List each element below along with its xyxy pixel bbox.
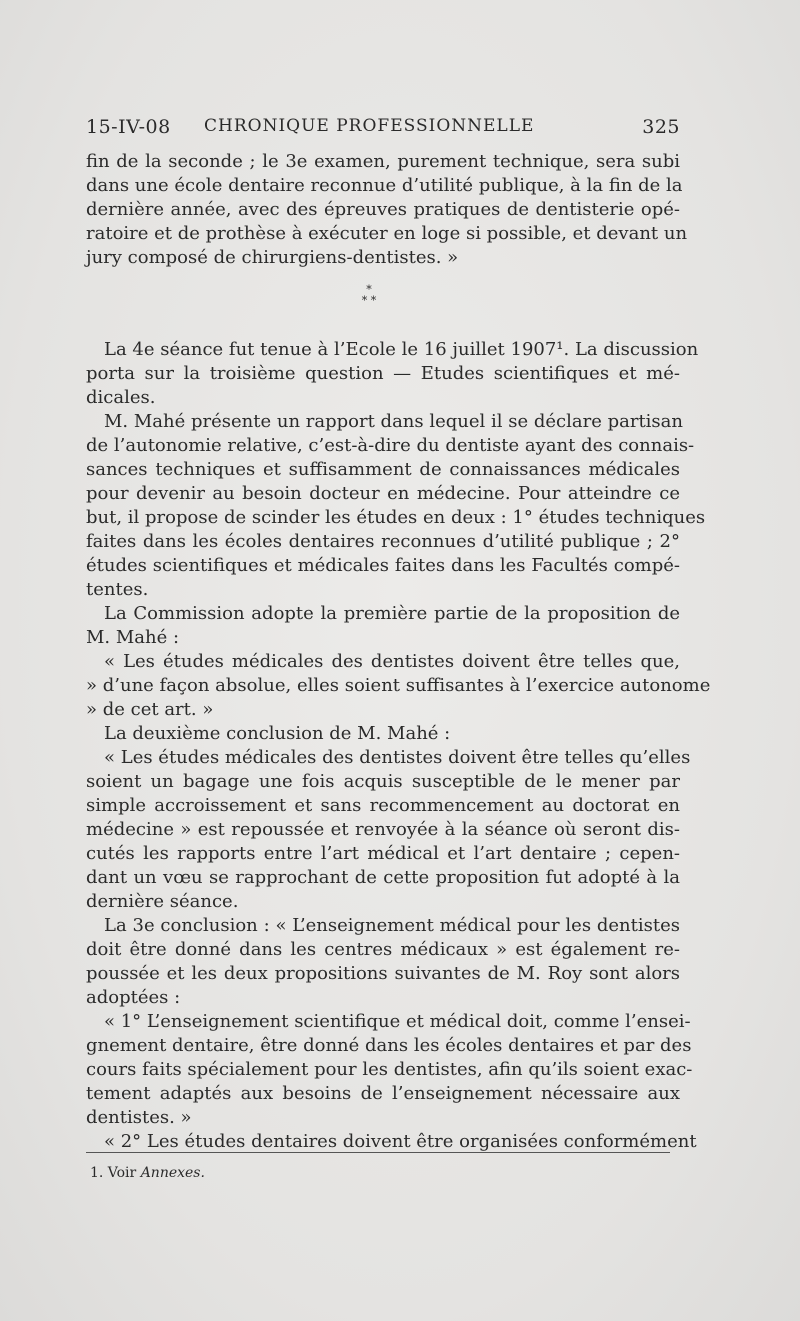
text-line: tement adaptés aux besoins de l’enseignement nécessaire aux	[86, 1083, 680, 1104]
text-line: M. Mahé :	[86, 627, 180, 648]
text-line: doit être donné dans les centres médicaux » est également re-	[86, 939, 680, 960]
text-line: dant un vœu se rapprochant de cette proposition fut adopté à la	[86, 867, 680, 888]
text-line: porta sur la troisième question — Etudes scientifiques et mé-	[86, 363, 680, 384]
text-line: pour devenir au besoin docteur en médecine. Pour atteindre ce	[86, 483, 680, 504]
text-line: tentes.	[86, 579, 149, 600]
running-header	[86, 116, 680, 146]
text-line: « Les études médicales des dentistes doivent être telles que,	[104, 651, 680, 672]
page-number: 325	[642, 116, 680, 138]
text-line: études scientifiques et médicales faites dans les Facultés compé-	[86, 555, 680, 576]
header-title: CHRONIQUE PROFESSIONNELLE	[204, 116, 535, 136]
text-line: ratoire et de prothèse à exécuter en loge si possible, et devant un	[86, 223, 688, 244]
footnote-divider	[86, 1152, 670, 1153]
text-line: sances techniques et suffisamment de connaissances médicales	[86, 459, 680, 480]
asterism	[351, 284, 387, 314]
text-line: soient un bagage une fois acquis susceptible de le mener par	[86, 771, 680, 792]
body-text	[86, 150, 711, 1154]
text-line: La Commission adopte la première partie de la proposition de	[104, 603, 680, 624]
text-line: « 1° L’enseignement scientifique et médical doit, comme l’ensei-	[104, 1011, 691, 1032]
text-line: cutés les rapports entre l’art médical et l’art dentaire ; cepen-	[86, 843, 680, 864]
footnote	[90, 1165, 205, 1181]
section-break	[86, 270, 680, 338]
text-line: dentistes. »	[86, 1107, 192, 1128]
text-line: gnement dentaire, être donné dans les écoles dentaires et par des	[86, 1035, 692, 1056]
text-line: La 3e conclusion : « L’enseignement médical pour les dentistes	[104, 915, 680, 936]
text-line: poussée et les deux propositions suivantes de M. Roy sont alors	[86, 963, 680, 984]
text-line: dernière séance.	[86, 891, 239, 912]
text-line: fin de la seconde ; le 3e examen, purement technique, sera subi	[86, 151, 680, 172]
text-line: « Les études médicales des dentistes doivent être telles qu’elles	[104, 747, 691, 768]
asterism-bottom: * *	[361, 294, 377, 307]
text-line: » d’une façon absolue, elles soient suffisantes à l’exercice autonome	[86, 675, 711, 696]
text-line: dicales.	[86, 387, 156, 408]
asterism-top: *	[366, 283, 372, 296]
text-line: La 4e séance fut tenue à l’Ecole le 16 juillet 1907¹. La discussion	[104, 339, 699, 360]
header-date: 15-IV-08	[86, 116, 171, 138]
footnote-prefix: 1. Voir	[90, 1165, 141, 1181]
footnote-emphasis: Annexes.	[140, 1165, 205, 1181]
text-line: M. Mahé présente un rapport dans lequel il se déclare partisan	[104, 411, 683, 432]
text-line: dernière année, avec des épreuves pratiques de dentisterie opé-	[86, 199, 680, 220]
text-line: de l’autonomie relative, c’est-à-dire du dentiste ayant des connais-	[86, 435, 695, 456]
text-line: jury composé de chirurgiens-dentistes. »	[86, 247, 459, 268]
text-line: faites dans les écoles dentaires reconnues d’utilité publique ; 2°	[86, 531, 680, 552]
text-line: simple accroissement et sans recommencement au doctorat en	[86, 795, 680, 816]
text-line: médecine » est repoussée et renvoyée à la séance où seront dis-	[86, 819, 680, 840]
text-line: La deuxième conclusion de M. Mahé :	[104, 723, 451, 744]
text-line: « 2° Les études dentaires doivent être organisées conformément	[104, 1131, 697, 1152]
text-line: dans une école dentaire reconnue d’utilité publique, à la fin de la	[86, 175, 683, 196]
text-line: but, il propose de scinder les études en deux : 1° études techniques	[86, 507, 706, 528]
text-line: » de cet art. »	[86, 699, 214, 720]
text-line: cours faits spécialement pour les dentistes, afin qu’ils soient exac-	[86, 1059, 693, 1080]
text-line: adoptées :	[86, 987, 181, 1008]
